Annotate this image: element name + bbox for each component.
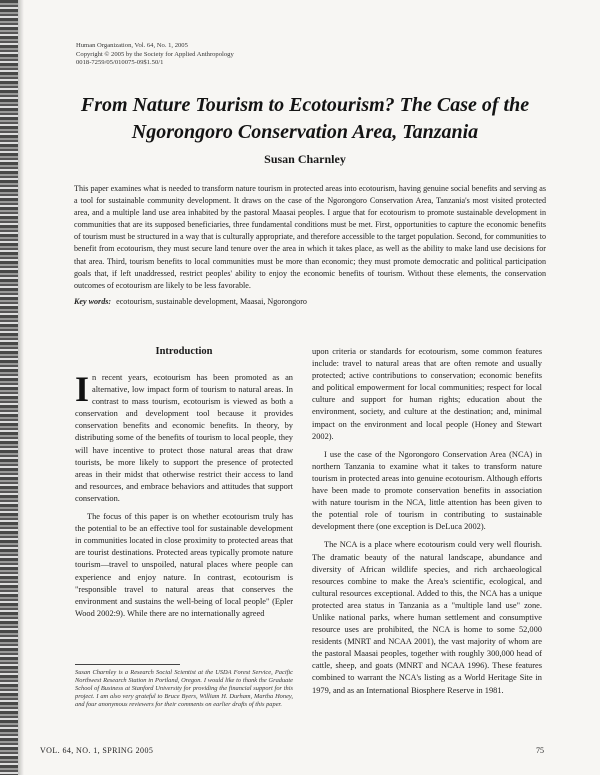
intro-paragraph-5: The NCA is a place where ecotourism could very well flourish. The dramatic beauty of the natural landscape, abundance and diversity of African wildlife species, and rich archaeological resources combine to make the Area's scientific, ecological, and cultural resources exceptional. Added to this, the NCA has a unique protected area status in Tanzania as a "multiple land use" zone. Unlike national parks, where human settlement and consumptive resource uses are prohibited, the NCA is home to some 52,000 residents (MNRT and NCAA 2001), the vast majority of whom are the pastoral Maasai peoples, together with roughly 300,000 head of cattle, sheep, and goats (MNRT and NCAA 1996). These features combined to warrant the NCA's listing as a World Heritage Site in 1979, and as an International Biosphere Reserve in 1981. — [312, 540, 542, 695]
drop-cap: I — [75, 369, 90, 409]
journal-issue-line: Human Organization, Vol. 64, No. 1, 2005 — [76, 42, 188, 49]
intro-paragraph-4: I use the case of the Ngorongoro Conservation Area (NCA) in northern Tanzania to examine what it takes to transform nature tourism in protected areas into genuine ecotourism. Although efforts have been made to promote conservation benefits in association with nature tourism in the NCA, little attention has been given to the potential role of tourism in contributing to sustainable development there (one exception is DeLuca 2002). — [312, 449, 542, 532]
author-footnote: Susan Charnley is a Research Social Scientist at the USDA Forest Service, Pacific Northwest Research Station in Portland, Oregon. I would like to thank the Graduate School of Business at Stanford University for providing the financial support for this project. I am also very grateful to Bruce Byers, William H. Durham, Martha Honey, and four anonymous reviewers for their comments on earlier drafts of this paper. — [75, 669, 293, 709]
issn-line: 0018-7259/05/010075-09$1.50/1 — [76, 59, 164, 67]
page-number: 75 — [536, 746, 544, 755]
keywords-text: ecotourism, sustainable development, Maasai, Ngorongoro — [116, 297, 307, 306]
author-name: Susan Charnley — [264, 152, 346, 166]
right-column — [312, 346, 542, 697]
keywords-label: Key words: — [74, 297, 112, 306]
intro-paragraph-1 — [75, 369, 293, 505]
footnote-divider — [75, 664, 180, 665]
article-title: From Nature Tourism to Ecotourism? The Case of the Ngorongoro Conservation Area, Tanzania — [80, 94, 530, 143]
intro-paragraph-1-text: n recent years, ecotourism has been promoted as an alternative, low impact form of tourism to natural areas. In contrast to mass tourism, ecotourism is viewed as both a conservation and development tool because it provides conservation benefits and economic benefits. In theory, by distributing some of the benefits of tourism to local people, they will have incentive to protect those natural areas that draw tourists, be more likely to support the presence of protected areas in their midst that otherwise restrict their access to land and resources, and embrace behaviors and attitudes that support conservation. — [75, 373, 293, 503]
abstract: This paper examines what is needed to transform nature tourism in protected areas into ecotourism, having genuine social benefits and serving as a tool for sustainable community development. It draws on the case of the Ngorongoro Conservation Area, Tanzania's most visited protected area, and a multiple land use area inhabited by the pastoral Maasai peoples. I argue that for ecotourism to promote sustainable development in communities that are its supposed beneficiaries, three fundamental conditions must be met. First, opportunities to capture the economic benefits of tourism must be structured in a way that is culturally appropriate, and therefore accessible to the target population. Second, for communities to benefit from ecotourism, they must secure land tenure over the area in which it takes place, as well as the ability to make land use decisions for that area. Third, tourism benefits to local communities must be more than economic; they must promote democratic and political participation goals that, if left unaddressed, restrict peoples' ability to enjoy the economic benefits of tourism. Without these elements, the conservation outcomes of ecotourism are likely to be less favorable. — [74, 184, 546, 290]
left-column — [75, 346, 293, 620]
intro-paragraph-2: The focus of this paper is on whether ecotourism truly has the potential to be an effective tool for sustainable development in communities located in close proximity to protected areas that are tourist destinations. Protected areas typically promote nature tourism—travel to unspoiled, natural places where people can experience and enjoy nature. In contrast, ecotourism is "responsible travel to natural areas that conserves the environment and sustains the well-being of local people" (Epler Wood 2002:9). While there are no internationally agreed — [75, 512, 293, 618]
intro-paragraph-3: upon criteria or standards for ecotourism, some common features include: travel to natural areas that are often remote and usually protected; active contributions to conservation; economic benefits and political empowerment for local communities; respect for local culture and support for human rights; education about the environment, society, and culture at the destination; and, minimal impact on the environment and local people (Honey and Stewart 2002). — [312, 347, 542, 441]
section-heading-introduction: Introduction — [155, 346, 213, 357]
scanned-binding-edge — [0, 0, 18, 775]
copyright-line: Copyright © 2005 by the Society for Applied Anthropology — [76, 50, 234, 58]
footer-volume: VOL. 64, NO. 1, SPRING 2005 — [40, 746, 154, 755]
journal-citation — [76, 42, 276, 68]
keywords — [74, 296, 546, 307]
